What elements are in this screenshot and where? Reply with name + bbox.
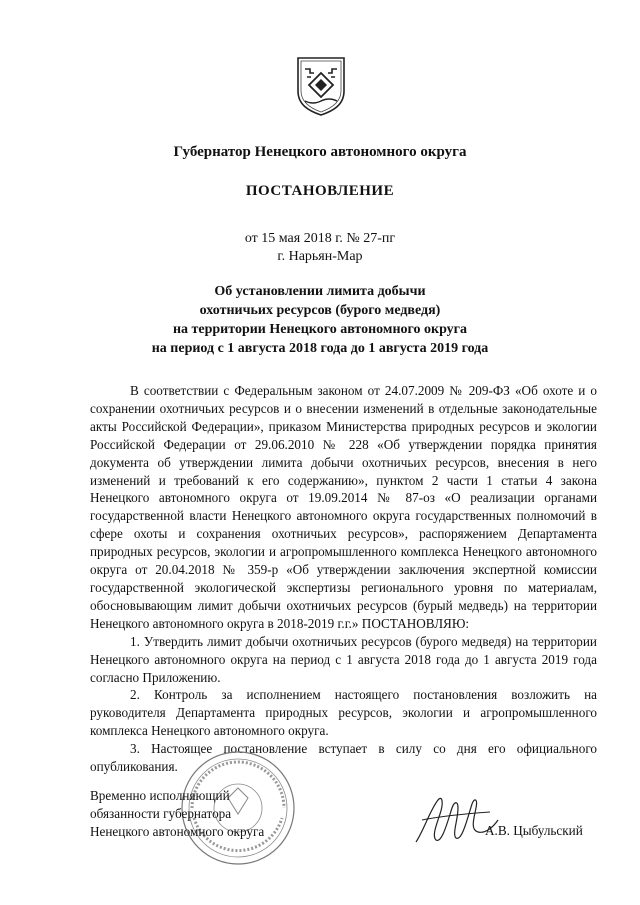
date-and-place xyxy=(0,230,640,266)
clause-2: 2. Контроль за исполнением настоящего постановления возложить на руководителя Департамента природных ресурсов, экологии и агропромышленного комплекса Ненецкого автономного округа. xyxy=(90,687,597,739)
position-line: Временно исполняющий xyxy=(90,788,230,803)
preamble-paragraph: В соответствии с Федеральным законом от 24.07.2009 № 209-ФЗ «Об охоте и о сохранении охотничьих ресурсов и о внесении изменений в отдельные законодательные акты Российской Федерации», приказом Министерства природных ресурсов и экологии Российской Федерации от 29.06.2010 № 228 «Об утверждении порядка принятия документа об утверждении лимита добычи охотничьих ресурсов, внесения в него изменений и требований к его содержанию», пунктом 2 части 1 статьи 4 закона Ненецкого автономного округа от 19.09.2014 № 87-оз «О реализации органами государственной власти Ненецкого автономного округа государственных полномочий в сфере охоты и сохранения охотничьих ресурсов», распоряжением Департамента природных ресурсов, экологии и агропромышленного комплекса Ненецкого автономного округа от 20.04.2018 № 359-р «Об утверждении заключения экспертной комиссии государственной экологической экспертизы регионального уровня по материалам, обосновывающим лимит добычи охотничьих ресурсов (бурый медведь) на территории Ненецкого автономного округа в 2018-2019 г.г.» ПОСТАНОВЛЯЮ: xyxy=(90,383,597,631)
handwritten-signature xyxy=(412,790,502,850)
title-line: на период с 1 августа 2018 года до 1 августа 2019 года xyxy=(151,341,489,356)
document-title xyxy=(0,282,640,358)
position-line: обязанности губернатора xyxy=(90,806,232,821)
title-line: охотничьих ресурсов (бурого медведя) xyxy=(199,303,441,318)
signer-name: А.В. Цыбульский xyxy=(485,823,583,838)
document-type-heading: ПОСТАНОВЛЕНИЕ xyxy=(245,183,395,199)
signatory-position xyxy=(90,787,264,841)
clause-3: 3. Настоящее постановление вступает в силу со дня его официального опубликования. xyxy=(90,741,597,775)
title-line: на территории Ненецкого автономного округа xyxy=(172,322,468,337)
issuer-heading: Губернатор Ненецкого автономного округа xyxy=(173,144,467,160)
title-line: Об установлении лимита добычи xyxy=(214,284,426,299)
city: г. Нарьян-Мар xyxy=(277,249,363,264)
document-body xyxy=(90,382,597,776)
position-line: Ненецкого автономного округа xyxy=(90,824,265,839)
date-number: от 15 мая 2018 г. № 27-пг xyxy=(244,231,396,246)
clause-1: 1. Утвердить лимит добычи охотничьих ресурсов (бурого медведя) на территории Ненецкого автономного округа на период с 1 августа 2018 года до 1 августа 2019 года согласно Приложению. xyxy=(90,633,597,685)
nenets-coat-of-arms-icon xyxy=(295,55,347,117)
